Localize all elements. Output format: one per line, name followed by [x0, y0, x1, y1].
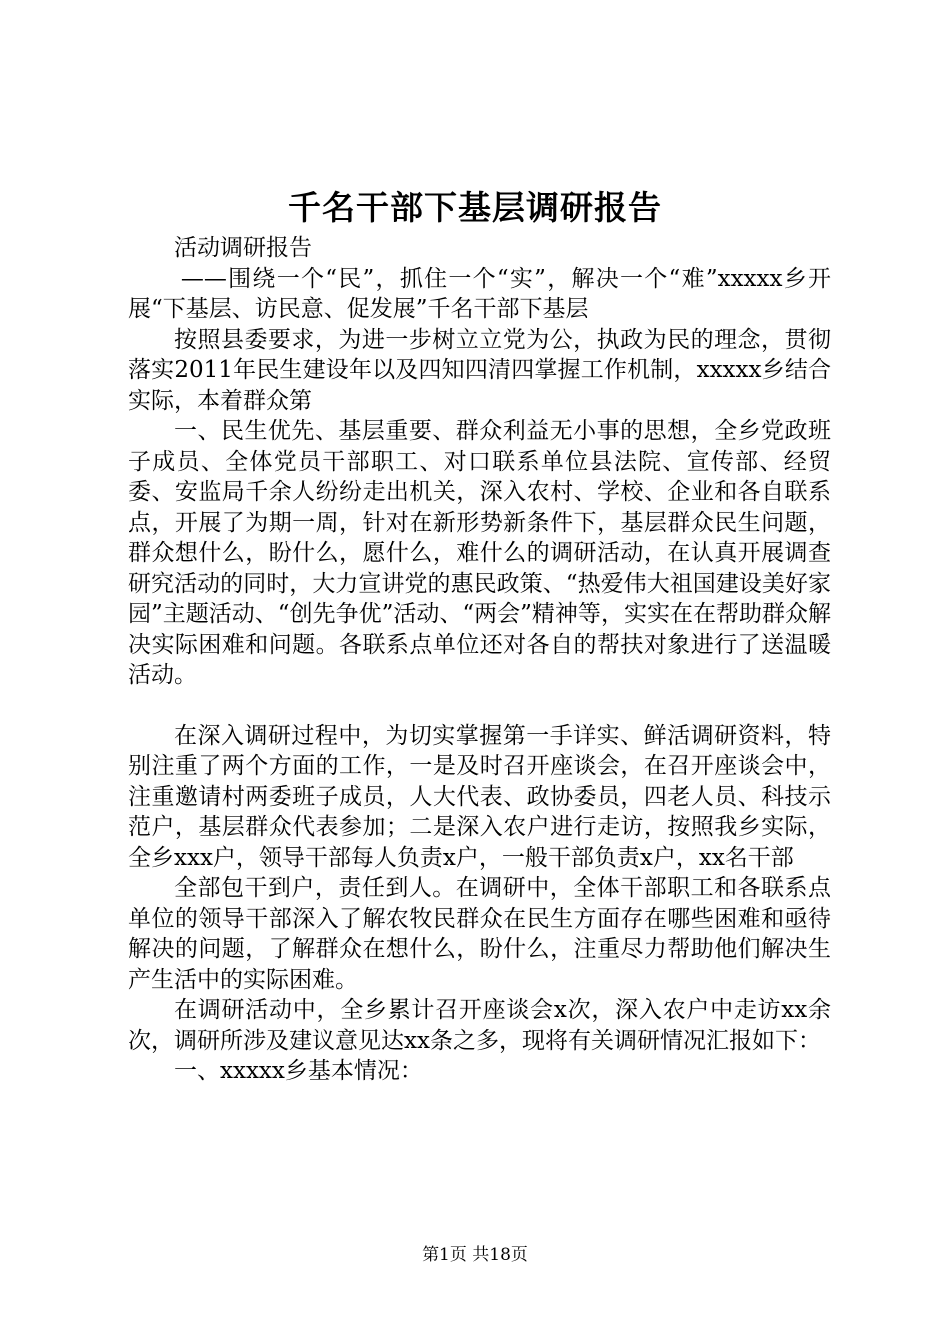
document-body [128, 233, 831, 1087]
section-heading-basic-info: 一、xxxxx乡基本情况： [174, 1058, 423, 1084]
paragraph-research-process: 在深入调研过程中，为切实掌握第一手详实、鲜活调研资料，特别注重了两个方面的工作，一是及时召开座谈会，在召开座谈会中，注重邀请村两委班子成员，人大代表、政协委员，四老人员、科技示范户，基层群众代表参加；二是深入农户进行走访，按照我乡实际，全乡xxx户，领导干部每人负责x户，一般干部负责x户，xx名干部 [128, 722, 831, 871]
paragraph-intro-heading: 活动调研报告 [174, 235, 312, 261]
paragraph-subtitle: ——围绕一个“民”，抓住一个“实”，解决一个“难”xxxxx乡开展“下基层、访民意、促发展”千名干部下基层 [128, 265, 831, 322]
paragraph-opening: 按照县委要求，为进一步树立立党为公，执政为民的理念，贯彻落实2011年民生建设年以及四知四清四掌握工作机制，xxxxx乡结合实际，本着群众第 [128, 326, 831, 414]
document-title: 千名干部下基层调研报告 [288, 188, 662, 227]
paragraph-responsibility: 全部包干到户，责任到人。在调研中，全体干部职工和各联系点单位的领导干部深入了解农牧民群众在民生方面存在哪些困难和亟待解决的问题，了解群众在想什么，盼什么，注重尽力帮助他们解决生产生活中的实际困难。 [128, 875, 831, 993]
page-footer: 第1页 共18页 [422, 1245, 528, 1265]
paragraph-summary: 在调研活动中，全乡累计召开座谈会x次，深入农户中走访xx余次，调研所涉及建议意见达xx条之多，现将有关调研情况汇报如下： [128, 997, 831, 1054]
paragraph-activities: 一、民生优先、基层重要、群众利益无小事的思想，全乡党政班子成员、全体党员干部职工、对口联系单位县法院、宣传部、经贸委、安监局千余人纷纷走出机关，深入农村、学校、企业和各自联系点，开展了为期一周，针对在新形势新条件下，基层群众民生问题，群众想什么，盼什么，愿什么，难什么的调研活动，在认真开展调查研究活动的同时，大力宣讲党的惠民政策、“热爱伟大祖国建设美好家园”主题活动、“创先争优”活动、“两会”精神等，实实在在帮助群众解决实际困难和问题。各联系点单位还对各自的帮扶对象进行了送温暖活动。 [128, 418, 831, 688]
